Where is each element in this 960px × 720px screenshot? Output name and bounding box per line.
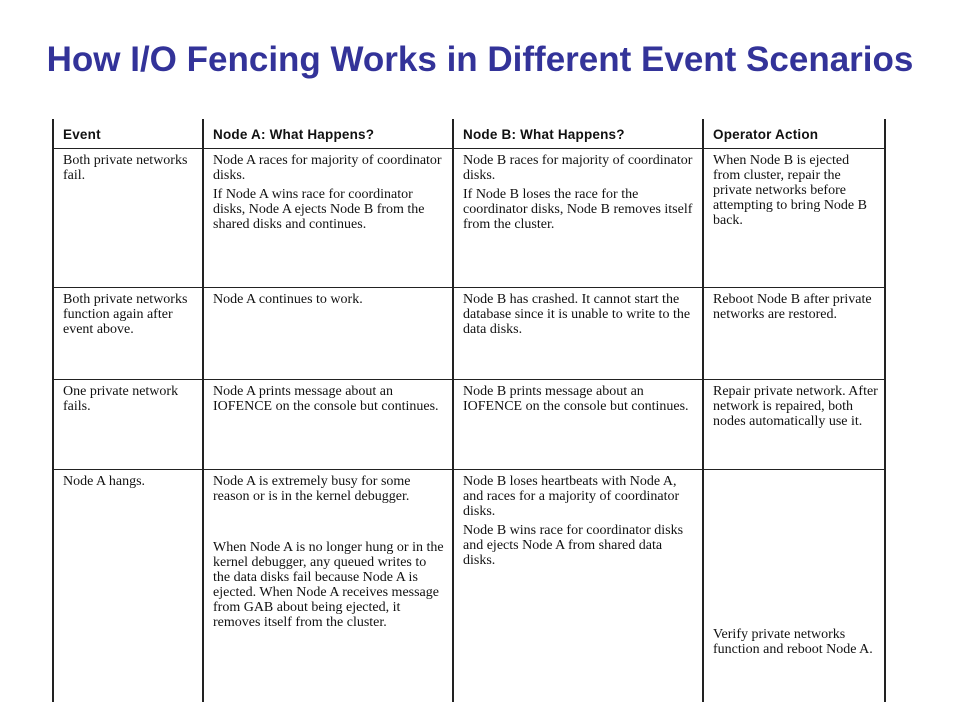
node-b-cell	[453, 288, 703, 380]
page-title: How I/O Fencing Works in Different Event Scenarios	[46, 40, 914, 79]
header-event: Event	[53, 119, 203, 149]
node-b-cell	[453, 380, 703, 470]
operator-action-text: Verify private networks function and reboot Node A.	[713, 627, 873, 657]
header-operator-action: Operator Action	[703, 119, 885, 149]
event-cell: One private network fails.	[53, 380, 203, 470]
operator-action-cell	[703, 470, 885, 702]
header-node-b: Node B: What Happens?	[453, 119, 703, 149]
table-row	[53, 288, 885, 380]
node-a-text: Node A races for majority of coordinator disks.	[213, 153, 442, 183]
node-b-text: Node B has crashed. It cannot start the database since it is unable to write to the data disks.	[463, 292, 691, 337]
header-node-a: Node A: What Happens?	[203, 119, 453, 149]
node-b-text: Node B prints message about an IOFENCE on the console but continues.	[463, 384, 689, 414]
operator-action-cell: Reboot Node B after private networks are restored.	[703, 288, 885, 380]
operator-action-cell: When Node B is ejected from cluster, repair the private networks before attempting to bring Node B back.	[703, 149, 885, 288]
node-b-text: Node B wins race for coordinator disks and ejects Node A from shared data disks.	[463, 523, 684, 568]
node-b-cell	[453, 470, 703, 702]
event-cell: Node A hangs.	[53, 470, 203, 702]
node-a-cell	[203, 470, 453, 702]
node-a-cell	[203, 149, 453, 288]
table-row	[53, 149, 885, 288]
node-a-cell	[203, 380, 453, 470]
fencing-scenarios-table	[52, 119, 886, 702]
node-a-cell	[203, 288, 453, 380]
node-a-text: If Node A wins race for coordinator disks, Node A ejects Node B from the shared disks and continues.	[213, 187, 425, 232]
node-b-text: If Node B loses the race for the coordinator disks, Node B removes itself from the cluster.	[463, 187, 693, 232]
table-row	[53, 380, 885, 470]
node-b-text: Node B races for majority of coordinator disks.	[463, 153, 693, 183]
table-row	[53, 470, 885, 702]
node-b-cell	[453, 149, 703, 288]
event-cell: Both private networks function again after event above.	[53, 288, 203, 380]
node-a-text: Node A prints message about an IOFENCE on the console but continues.	[213, 384, 439, 414]
event-cell: Both private networks fail.	[53, 149, 203, 288]
node-b-text: Node B loses heartbeats with Node A, and races for a majority of coordinator disks.	[463, 474, 680, 519]
node-a-text: Node A is extremely busy for some reason or is in the kernel debugger.	[213, 474, 411, 504]
node-a-text: Node A continues to work.	[213, 292, 363, 307]
table-header-row	[53, 119, 885, 149]
operator-action-cell: Repair private network. After network is repaired, both nodes automatically use it.	[703, 380, 885, 470]
node-a-text: When Node A is no longer hung or in the kernel debugger, any queued writes to the data disks fail because Node A is ejected. When Node A receives message from GAB about being ejected, it removes itself from the cluster.	[213, 540, 444, 630]
